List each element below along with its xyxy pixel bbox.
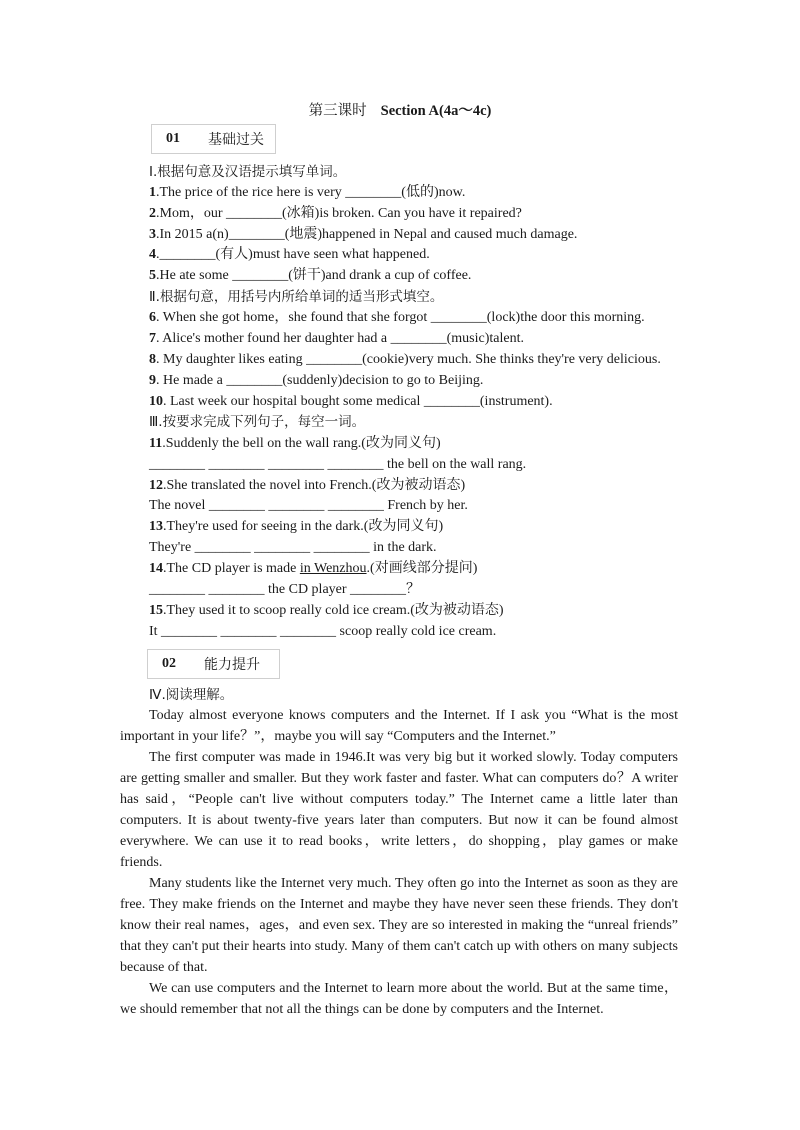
- section-badge-advanced: [147, 649, 280, 679]
- page-title: [0, 99, 800, 120]
- question-number: 8: [149, 352, 156, 367]
- question-6: [149, 309, 645, 327]
- answer-line-11: ________ ________ ________ ________ the bell on the wall rang.: [149, 457, 527, 472]
- question-number: 3: [149, 227, 156, 242]
- badge-number: 01: [166, 131, 180, 146]
- section-badge-basic: [151, 124, 276, 154]
- question-number: 14: [149, 561, 163, 576]
- section-heading-4: Ⅳ.阅读理解。: [149, 687, 234, 703]
- badge-label: 基础过关: [208, 133, 264, 148]
- question-number: 6: [149, 310, 156, 325]
- section-heading-1: Ⅰ.根据句意及汉语提示填写单词。: [149, 164, 347, 180]
- reading-paragraph-3: Many students like the Internet very much. They often go into the Internet as soon as they are free. They make friends on the Internet and maybe they have never seen these friends. They don't know their real names，ages，and even sex. They are so interested in making the “unreal friends” that they can't put their hearts into study. Many of them can't catch up with others on many subjects because of that.: [120, 876, 678, 975]
- question-number: 11: [149, 436, 163, 451]
- question-number: 15: [149, 603, 163, 618]
- section-heading-3: Ⅲ.按要求完成下列句子，每空一词。: [149, 414, 366, 430]
- answer-line-14: ________ ________ the CD player ________？: [149, 582, 421, 597]
- question-text: . Last week our hospital bought some medical ________(instrument).: [163, 394, 553, 409]
- question-2: [149, 205, 522, 223]
- question-text: . My daughter likes eating ________(cookie)very much. She thinks they're very delicious.: [156, 352, 661, 367]
- question-number: 4: [149, 247, 156, 262]
- title-section: Section A(4a～4c): [380, 103, 492, 119]
- section-heading-2: Ⅱ.根据句意，用括号内所给单词的适当形式填空。: [149, 289, 444, 305]
- question-text: .They used it to scoop really cold ice cream.(改为被动语态): [163, 603, 504, 618]
- question-14: [149, 560, 477, 578]
- reading-paragraph-2: The first computer was made in 1946.It was very big but it worked slowly. Today computers are getting smaller and smaller. But they work faster and faster. What can computers do？A writer has said，“People can't live without computers today.” The Internet came a little later than computers. It is about twenty-five years later than computers. But now it can be found almost everywhere. We can use it to read books，write letters，do shopping，play games or make friends.: [120, 750, 678, 870]
- question-10: [149, 393, 553, 411]
- question-text: . When she got home，she found that she forgot ________(lock)the door this morning.: [156, 310, 645, 325]
- question-text: . He made a ________(suddenly)decision to go to Beijing.: [156, 373, 484, 388]
- question-text: .They're used for seeing in the dark.(改为同义句): [163, 519, 444, 534]
- question-15: [149, 602, 504, 620]
- question-9: [149, 372, 483, 390]
- question-text: .In 2015 a(n)________(地震)happened in Nepal and caused much damage.: [156, 227, 578, 242]
- question-text: . Alice's mother found her daughter had a ________(music)talent.: [156, 331, 524, 346]
- question-number: 2: [149, 206, 156, 221]
- question-7: [149, 330, 524, 348]
- question-text: .Mom，our ________(冰箱)is broken. Can you have it repaired?: [156, 206, 522, 221]
- question-text: .The CD player is made: [163, 561, 300, 576]
- answer-line-13: They're ________ ________ ________ in the dark.: [149, 540, 437, 555]
- question-number: 10: [149, 394, 163, 409]
- badge-number: 02: [162, 656, 176, 671]
- question-4: [149, 246, 430, 264]
- question-number: 13: [149, 519, 163, 534]
- question-text: .The price of the rice here is very ________(低的)now.: [156, 185, 466, 200]
- question-number: 9: [149, 373, 156, 388]
- question-5: [149, 267, 471, 285]
- question-text: .________(有人)must have seen what happened.: [156, 247, 430, 262]
- question-text-end: .(对画线部分提问): [366, 561, 478, 576]
- question-12: [149, 477, 465, 495]
- answer-line-15: It ________ ________ ________ scoop really cold ice cream.: [149, 624, 497, 639]
- title-lesson: 第三课时: [308, 103, 367, 119]
- underlined-phrase: in Wenzhou: [299, 561, 367, 576]
- question-number: 12: [149, 478, 163, 493]
- question-number: 1: [149, 185, 156, 200]
- question-3: [149, 226, 577, 244]
- badge-label: 能力提升: [204, 658, 260, 673]
- question-text: .Suddenly the bell on the wall rang.(改为同义句): [162, 436, 441, 451]
- question-8: [149, 351, 661, 369]
- reading-paragraph-1: Today almost everyone knows computers and the Internet. If I ask you “What is the most important in your life？”，maybe you will say “Computers and the Internet.”: [120, 708, 678, 744]
- reading-paragraph-4: We can use computers and the Internet to learn more about the world. But at the same time，we should remember that not all the things can be done by computers and the Internet.: [120, 981, 678, 1017]
- question-text: .He ate some ________(饼干)and drank a cup of coffee.: [156, 268, 472, 283]
- question-13: [149, 518, 443, 536]
- question-number: 7: [149, 331, 156, 346]
- question-11: [149, 435, 441, 453]
- question-text: .She translated the novel into French.(改为被动语态): [163, 478, 466, 493]
- question-number: 5: [149, 268, 156, 283]
- answer-line-12: The novel ________ ________ ________ French by her.: [149, 498, 468, 513]
- question-1: [149, 184, 465, 202]
